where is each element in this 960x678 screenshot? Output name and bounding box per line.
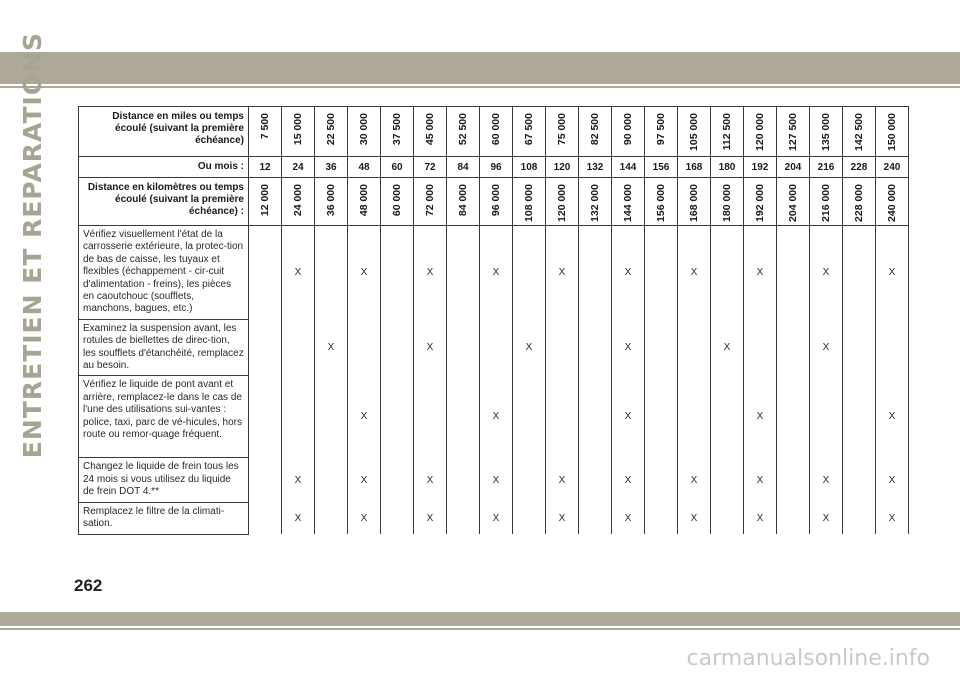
interval-empty [777,376,810,458]
km-row-value: 48 000 [358,184,370,217]
km-row-value: 240 000 [886,184,898,222]
interval-mark: X [810,502,843,534]
interval-empty [447,376,480,458]
miles-row-cell [348,107,381,157]
miles-row-cell [810,107,843,157]
interval-empty [249,226,282,320]
months-row-value: 36 [315,157,348,178]
miles-row-cell [447,107,480,157]
interval-mark: X [612,226,645,320]
interval-empty [249,376,282,458]
miles-row-value: 82 500 [589,113,601,146]
months-row-value: 168 [678,157,711,178]
interval-mark: X [876,376,909,458]
interval-mark: X [678,226,711,320]
interval-mark: X [282,458,315,502]
task-row [79,458,909,502]
miles-row-value: 52 500 [457,113,469,146]
interval-mark: X [612,319,645,376]
km-row-value: 192 000 [754,184,766,222]
interval-mark: X [414,226,447,320]
interval-empty [315,226,348,320]
interval-empty [282,319,315,376]
months-row-value: 84 [447,157,480,178]
km-row-cell [678,178,711,226]
miles-row-value: 15 000 [292,113,304,146]
km-row-cell [810,178,843,226]
interval-mark: X [546,226,579,320]
header-band [0,52,960,84]
km-row-cell [711,178,744,226]
task-label: Vérifiez le liquide de pont avant et arrière, remplacez-le dans le cas de l'une des utilisations sui-vantes : police, taxi, parc de vé-hicules, hors route ou remor-quage fréquent. [79,376,249,458]
interval-empty [711,226,744,320]
km-row-value: 36 000 [325,184,337,217]
km-row-value: 12 000 [259,184,271,217]
task-row [79,376,909,458]
interval-mark: X [282,226,315,320]
months-row-value: 156 [645,157,678,178]
miles-row-value: 127 500 [787,113,799,151]
miles-row-value: 7 500 [259,113,271,140]
km-row-cell [876,178,909,226]
miles-row-cell [579,107,612,157]
interval-empty [249,502,282,534]
interval-empty [315,458,348,502]
interval-empty [480,319,513,376]
interval-empty [777,502,810,534]
interval-mark: X [612,502,645,534]
interval-empty [645,319,678,376]
miles-row-cell [249,107,282,157]
interval-empty [843,376,876,458]
watermark: carmanualsonline.info [686,646,930,671]
interval-empty [447,458,480,502]
interval-empty [645,458,678,502]
interval-empty [711,502,744,534]
interval-empty [876,319,909,376]
miles-row-value: 112 500 [721,113,733,151]
km-row-cell [843,178,876,226]
interval-mark: X [348,458,381,502]
km-row-cell [447,178,480,226]
miles-row-value: 97 500 [655,113,667,146]
miles-row-cell [381,107,414,157]
miles-row-cell [414,107,447,157]
interval-empty [282,376,315,458]
interval-empty [579,226,612,320]
task-row [79,502,909,534]
interval-mark: X [348,502,381,534]
interval-mark: X [612,458,645,502]
months-row-value: 204 [777,157,810,178]
km-row-cell [282,178,315,226]
interval-empty [645,226,678,320]
header-rule [0,86,960,88]
section-title-text: ENTRETIEN ET REPARATIONS [17,31,47,459]
interval-mark: X [414,458,447,502]
interval-empty [447,502,480,534]
km-row-cell [513,178,546,226]
km-row-value: 132 000 [589,184,601,222]
interval-mark: X [744,458,777,502]
interval-mark: X [744,226,777,320]
task-label: Remplacez le filtre de la climati-sation. [79,502,249,534]
miles-row-value: 22 500 [325,113,337,146]
interval-empty [843,319,876,376]
km-row-value: 96 000 [490,184,502,217]
km-row-value: 156 000 [655,184,667,222]
interval-empty [744,319,777,376]
km-row-cell [546,178,579,226]
miles-row-label: Distance en miles ou temps écoulé (suivant la première échéance) [79,107,249,157]
miles-row-value: 30 000 [358,113,370,146]
interval-empty [414,376,447,458]
months-row-value: 216 [810,157,843,178]
miles-row-value: 135 000 [820,113,832,151]
interval-empty [447,226,480,320]
interval-empty [348,319,381,376]
interval-mark: X [414,319,447,376]
interval-mark: X [612,376,645,458]
months-row [79,157,909,178]
miles-row-cell [678,107,711,157]
miles-row-value: 105 000 [688,113,700,151]
months-row-value: 120 [546,157,579,178]
months-row-value: 48 [348,157,381,178]
km-row-value: 24 000 [292,184,304,217]
miles-row-value: 75 000 [556,113,568,146]
km-row-value: 108 000 [523,184,535,222]
interval-empty [315,376,348,458]
interval-mark: X [876,458,909,502]
km-row-value: 168 000 [688,184,700,222]
interval-empty [381,376,414,458]
months-row-value: 96 [480,157,513,178]
interval-empty [513,376,546,458]
months-row-value: 108 [513,157,546,178]
task-row [79,319,909,376]
interval-empty [579,458,612,502]
miles-row-value: 45 000 [424,113,436,146]
task-label: Changez le liquide de frein tous les 24 mois si vous utilisez du liquide de frein DOT 4.** [79,458,249,502]
km-row-cell [249,178,282,226]
miles-row-value: 60 000 [490,113,502,146]
interval-mark: X [711,319,744,376]
interval-mark: X [546,502,579,534]
miles-row-cell [876,107,909,157]
miles-row-cell [645,107,678,157]
km-row-cell [777,178,810,226]
interval-empty [810,376,843,458]
km-row-value: 144 000 [622,184,634,222]
section-title [12,31,52,459]
months-row-value: 132 [579,157,612,178]
interval-empty [381,458,414,502]
miles-row-cell [744,107,777,157]
miles-row-value: 37 500 [391,113,403,146]
km-row-value: 228 000 [853,184,865,222]
miles-row-cell [282,107,315,157]
interval-mark: X [348,226,381,320]
interval-empty [777,319,810,376]
miles-row-cell [513,107,546,157]
miles-row [79,107,909,157]
km-row-value: 60 000 [391,184,403,217]
km-row-value: 84 000 [457,184,469,217]
interval-empty [546,376,579,458]
interval-mark: X [876,502,909,534]
interval-empty [678,376,711,458]
miles-row-cell [315,107,348,157]
months-row-label: Ou mois : [79,157,249,178]
task-row [79,226,909,320]
interval-empty [711,458,744,502]
months-row-value: 144 [612,157,645,178]
interval-empty [645,376,678,458]
km-row [79,178,909,226]
interval-empty [381,319,414,376]
footer-band [0,612,960,626]
interval-mark: X [744,502,777,534]
interval-mark: X [546,458,579,502]
interval-mark: X [678,502,711,534]
miles-row-cell [711,107,744,157]
months-row-value: 24 [282,157,315,178]
months-row-value: 240 [876,157,909,178]
miles-row-value: 67 500 [523,113,535,146]
interval-mark: X [810,319,843,376]
km-row-value: 204 000 [787,184,799,222]
interval-empty [843,502,876,534]
months-row-value: 60 [381,157,414,178]
months-row-value: 12 [249,157,282,178]
miles-row-cell [480,107,513,157]
interval-empty [513,458,546,502]
interval-mark: X [414,502,447,534]
interval-mark: X [480,502,513,534]
interval-mark: X [315,319,348,376]
km-row-cell [579,178,612,226]
interval-mark: X [348,376,381,458]
miles-row-cell [612,107,645,157]
km-row-cell [414,178,447,226]
interval-empty [843,226,876,320]
interval-empty [381,226,414,320]
interval-empty [579,319,612,376]
interval-empty [777,458,810,502]
interval-mark: X [282,502,315,534]
interval-empty [678,319,711,376]
interval-mark: X [480,226,513,320]
interval-empty [645,502,678,534]
miles-row-value: 90 000 [622,113,634,146]
km-row-value: 120 000 [556,184,568,222]
km-row-cell [315,178,348,226]
months-row-value: 180 [711,157,744,178]
km-row-value: 216 000 [820,184,832,222]
interval-empty [249,319,282,376]
interval-empty [843,458,876,502]
interval-mark: X [876,226,909,320]
page-number: 262 [74,576,103,595]
km-row-cell [381,178,414,226]
interval-empty [315,502,348,534]
interval-empty [513,502,546,534]
interval-mark: X [744,376,777,458]
interval-empty [777,226,810,320]
interval-empty [447,319,480,376]
interval-empty [513,226,546,320]
km-row-value: 72 000 [424,184,436,217]
miles-row-value: 142 500 [853,113,865,151]
interval-mark: X [480,458,513,502]
km-row-cell [612,178,645,226]
miles-row-cell [777,107,810,157]
interval-empty [579,376,612,458]
km-row-cell [744,178,777,226]
footer-rule [0,628,960,630]
interval-mark: X [810,226,843,320]
interval-mark: X [678,458,711,502]
task-label: Vérifiez visuellement l'état de la carrosserie extérieure, la protec-tion de bas de caisse, les tuyaux et flexibles (échappement - cir-cuit d'alimentation - freins), les pièces en caoutchouc (soufflets, manchons, bagues, etc.) [79,226,249,320]
interval-mark: X [480,376,513,458]
maintenance-schedule-table [78,106,909,535]
interval-empty [579,502,612,534]
task-label: Examinez la suspension avant, les rotules de biellettes de direc-tion, les soufflets d'étanchéité, remplacez au besoin. [79,319,249,376]
interval-mark: X [810,458,843,502]
km-row-label: Distance en kilomètres ou temps écoulé (suivant la première échéance) : [79,178,249,226]
interval-empty [546,319,579,376]
miles-row-value: 150 000 [886,113,898,151]
months-row-value: 192 [744,157,777,178]
km-row-cell [348,178,381,226]
interval-empty [711,376,744,458]
interval-mark: X [513,319,546,376]
km-row-cell [480,178,513,226]
miles-row-value: 120 000 [754,113,766,151]
miles-row-cell [546,107,579,157]
interval-empty [381,502,414,534]
months-row-value: 72 [414,157,447,178]
km-row-value: 180 000 [721,184,733,222]
months-row-value: 228 [843,157,876,178]
miles-row-cell [843,107,876,157]
km-row-cell [645,178,678,226]
interval-empty [249,458,282,502]
